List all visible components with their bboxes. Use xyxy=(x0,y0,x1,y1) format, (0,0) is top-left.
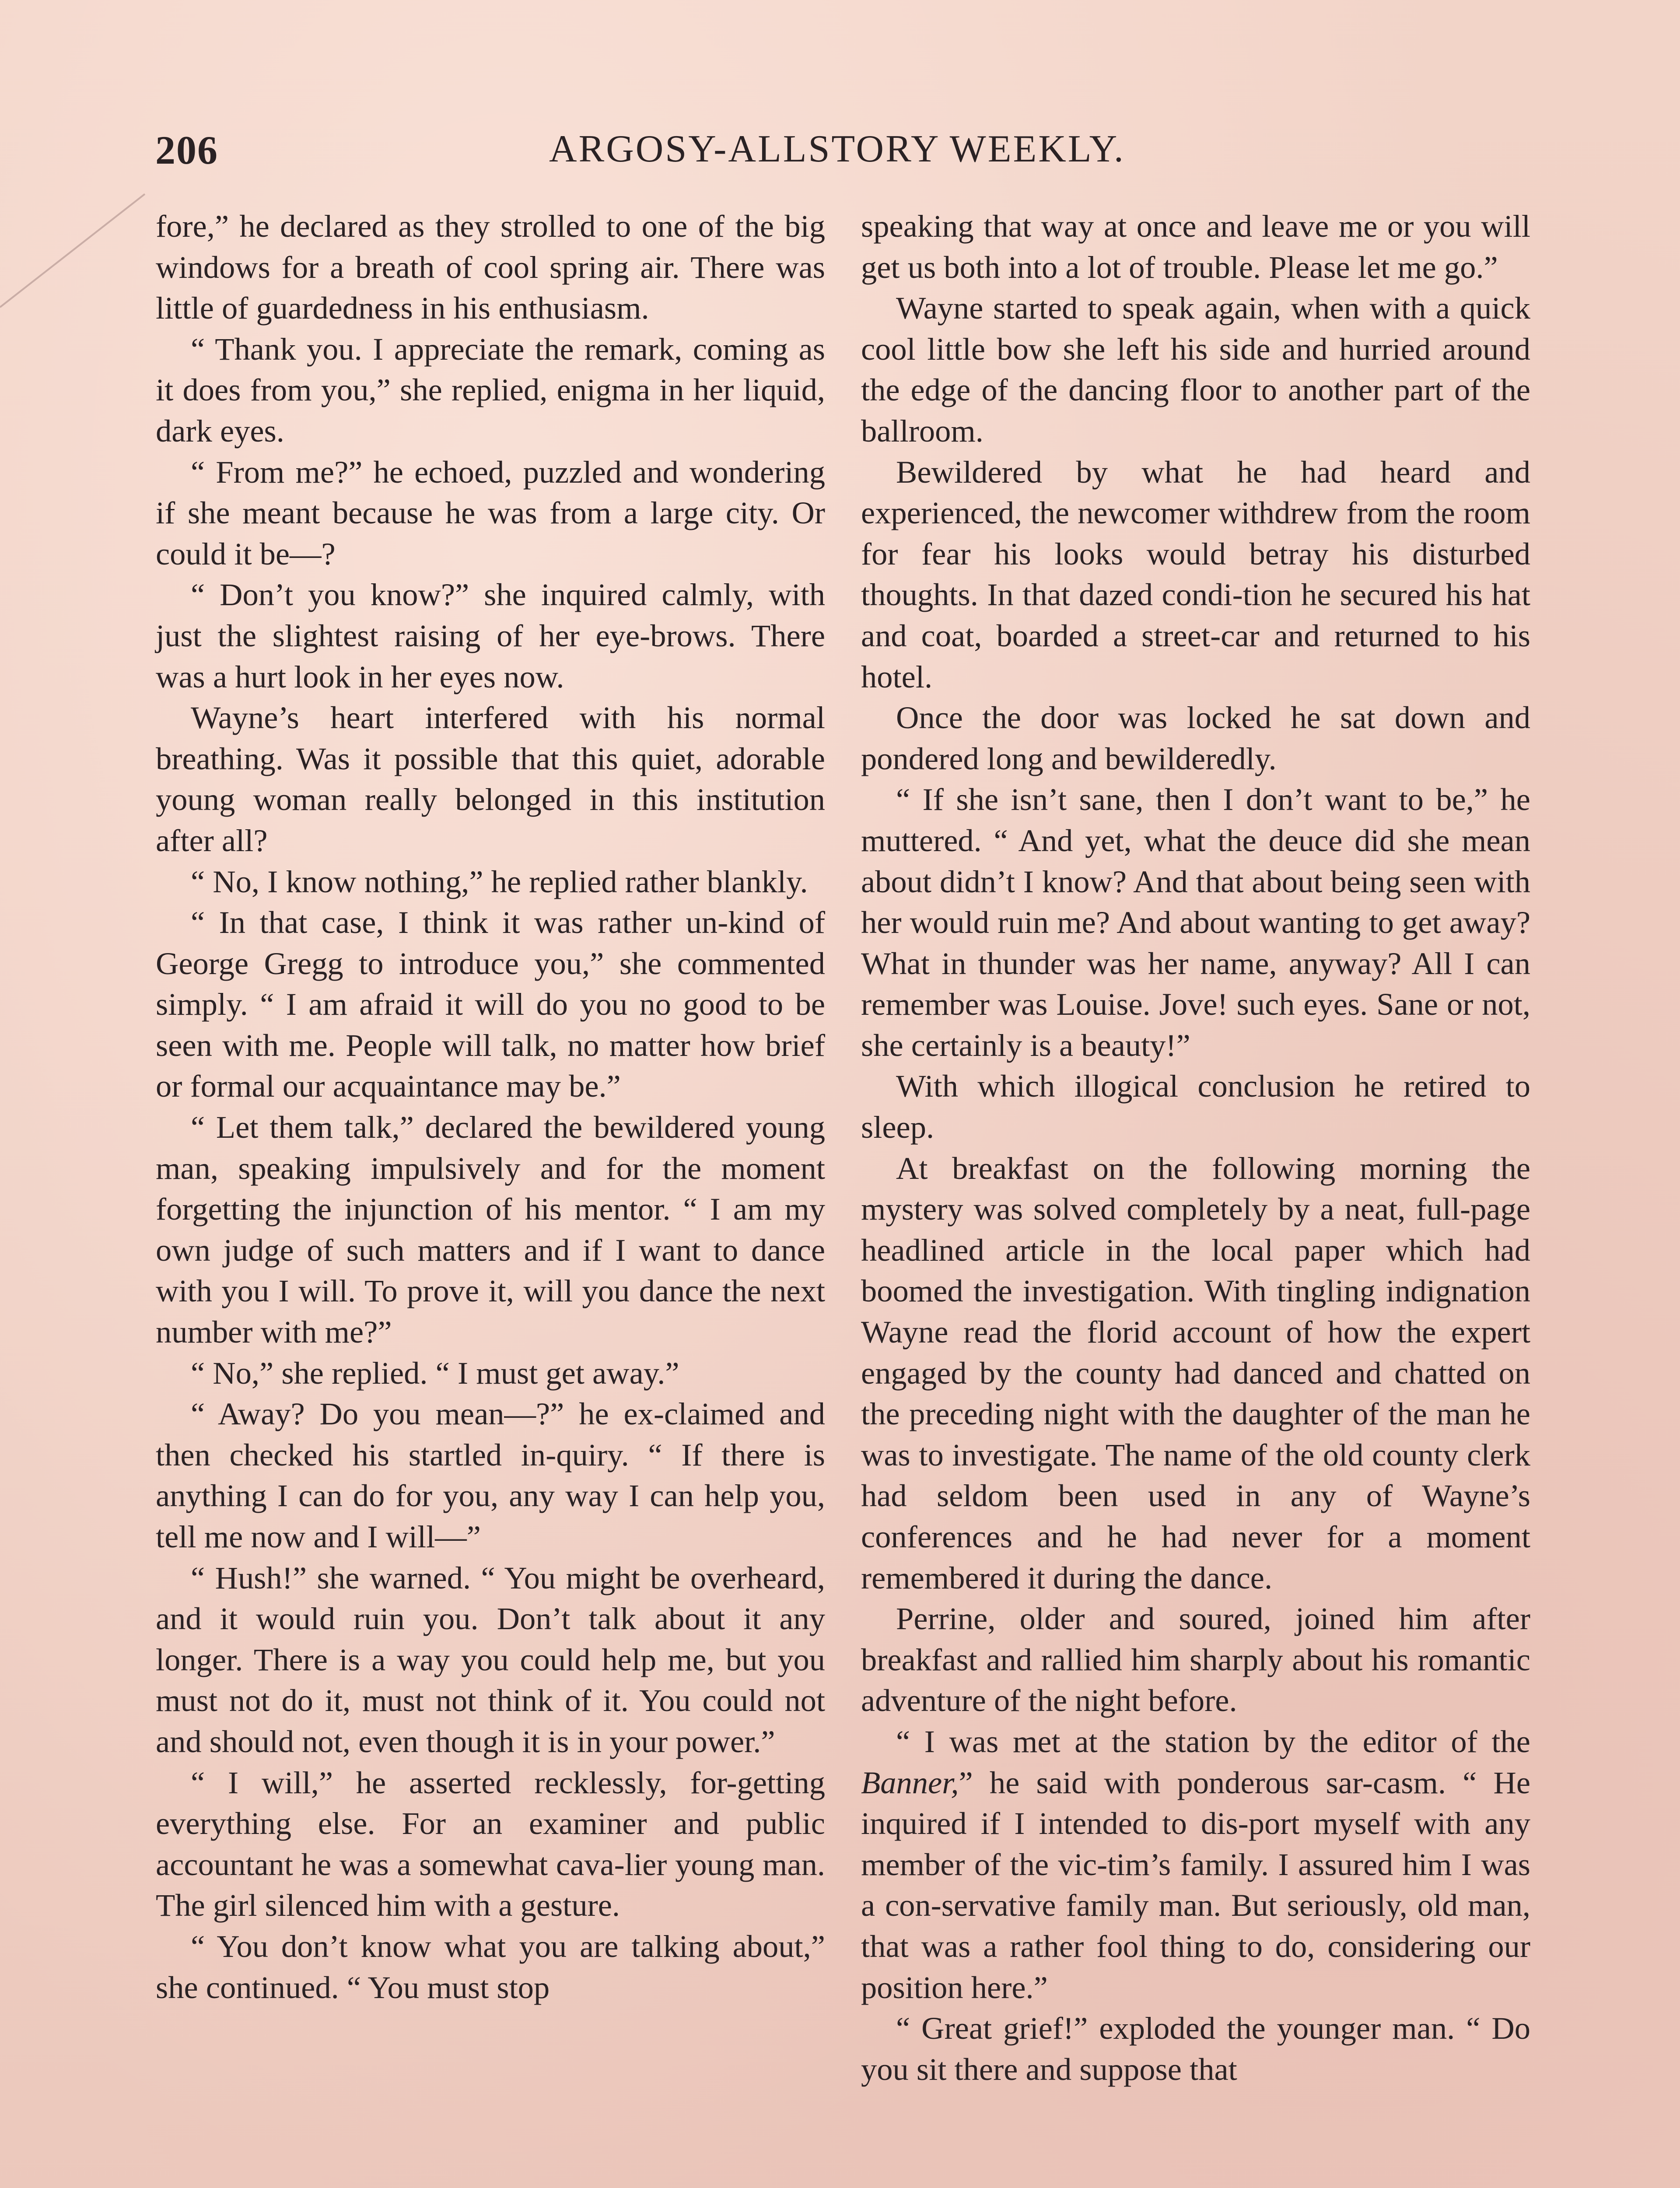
paragraph xyxy=(861,1721,1530,2008)
paragraph: “ Thank you. I appreciate the remark, coming as it does from you,” she replied, enigma in her liquid, dark eyes. xyxy=(156,331,825,449)
paragraph: “ Great grief!” exploded the younger man. “ Do you sit there and suppose that xyxy=(861,2010,1530,2087)
paper-fold-line xyxy=(0,193,145,308)
paragraph: “ If she isn’t sane, then I don’t want to be,” he muttered. “ And yet, what the deuce did she mean about didn’t I know? And that about being seen with her would ruin me? And about wanting to get away? What in thunder was her name, anyway? All I can remember was Louise. Jove! such eyes. Sane or not, she certainly is a beauty!” xyxy=(861,782,1530,1063)
right-column xyxy=(861,206,1530,2090)
paragraph: Once the door was locked he sat down and pondered long and bewilderedly. xyxy=(861,700,1530,776)
paragraph: “ Let them talk,” declared the bewildered young man, speaking impulsively and for the moment forgetting the injunction of his mentor. “ I am my own judge of such matters and if I want to dance with you I will. To prove it, will you dance the next number with me?” xyxy=(156,1109,825,1350)
paragraph: “ In that case, I think it was rather un-kind of George Gregg to introduce you,” she commented simply. “ I am afraid it will do you no good to be seen with me. People will talk, no matter how brief or formal our acquaintance may be.” xyxy=(156,905,825,1104)
newspaper-title: Banner, xyxy=(861,1764,959,1800)
paragraph: With which illogical conclusion he retired to sleep. xyxy=(861,1068,1530,1145)
paragraph: fore,” he declared as they strolled to one of the big windows for a breath of cool spring air. There was little of guardedness in his enthusiasm. xyxy=(156,208,825,326)
paragraph: “ Don’t you know?” she inquired calmly, with just the slightest raising of her eye-brows. There was a hurt look in her eyes now. xyxy=(156,577,825,694)
paragraph: “ No, I know nothing,” he replied rather blankly. xyxy=(191,863,808,899)
left-column xyxy=(156,206,825,2008)
page-number: 206 xyxy=(155,128,218,172)
running-head: ARGOSY-ALLSTORY WEEKLY. xyxy=(549,128,1125,170)
text-run: ” he said with ponderous sar-casm. “ He inquired if I intended to dis-port myself with any member of the vic-tim’s family. I assured him I was a con-servative family man. But seriously, old man, that was a rather fool thing to do, considering our position here.” xyxy=(861,1764,1530,2005)
paragraph: “ Away? Do you mean—?” he ex-claimed and then checked his startled in-quiry. “ If there is anything I can do for you, any way I can help you, tell me now and I will—” xyxy=(156,1396,825,1554)
paragraph: speaking that way at once and leave me or you will get us both into a lot of trouble. Please let me go.” xyxy=(861,208,1530,285)
paragraph: At breakfast on the following morning the mystery was solved completely by a neat, full-page headlined article in the local paper which had boomed the investigation. With tingling indignation Wayne read the florid account of how the expert engaged by the county had danced and chatted on the preceding night with the daughter of the man he was to investigate. The name of the old county clerk had seldom been used in any of Wayne’s conferences and he had never for a moment remembered it during the dance. xyxy=(861,1150,1530,1595)
paragraph: “ No,” she replied. “ I must get away.” xyxy=(191,1355,679,1391)
text-run: “ I was met at the station by the editor of the xyxy=(896,1723,1530,1759)
paragraph: “ Hush!” she warned. “ You might be overheard, and it would ruin you. Don’t talk about it any longer. There is a way you could help me, but you must not do it, must not think of it. You could not and should not, even though it is in your power.” xyxy=(156,1560,825,1759)
paragraph: Wayne started to speak again, when with a quick cool little bow she left his side and hurried around the edge of the dancing floor to another part of the ballroom. xyxy=(861,290,1530,449)
paragraph: “ I will,” he asserted recklessly, for-getting everything else. For an examiner and public accountant he was a somewhat cava-lier young man. The girl silenced him with a gesture. xyxy=(156,1764,825,1923)
paragraph: Bewildered by what he had heard and experienced, the newcomer withdrew from the room for fear his looks would betray his disturbed thoughts. In that dazed condi-tion he secured his hat and coat, boarded a street-car and returned to his hotel. xyxy=(861,454,1530,694)
paragraph: Perrine, older and soured, joined him after breakfast and rallied him sharply about his romantic adventure of the night before. xyxy=(861,1601,1530,1718)
paragraph: Wayne’s heart interfered with his normal breathing. Was it possible that this quiet, adorable young woman really belonged in this institution after all? xyxy=(156,700,825,858)
paragraph: “ You don’t know what you are talking about,” she continued. “ You must stop xyxy=(156,1928,825,2005)
paragraph: “ From me?” he echoed, puzzled and wondering if she meant because he was from a large city. Or could it be—? xyxy=(156,454,825,572)
page-header xyxy=(155,127,1525,188)
